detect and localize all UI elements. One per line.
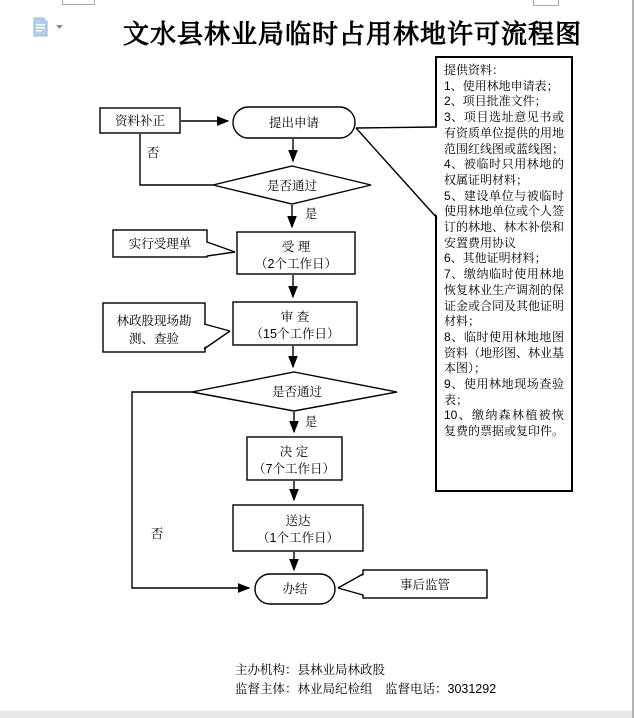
node-correction-label: 资料补正: [114, 114, 166, 128]
panel-item-6: 6、其他证明材料；: [444, 251, 547, 266]
page-title: 文水县林业局临时占用林地许可流程图: [122, 19, 582, 49]
panel-item-5: 5、建设单位与被临时使用林地单位或个人签订的林地、林木补偿和安置费用协议: [444, 188, 565, 250]
panel-item-7: 7、缴纳临时使用林地恢复林业生产调剂的保证金或合同及其他证明材料；: [444, 267, 565, 329]
callout-accept-note-label: 实行受理单: [128, 237, 192, 251]
node-review-label-2: （15个工作日）: [250, 327, 340, 341]
panel-heading: 提供资料：: [444, 63, 505, 77]
node-complete-label: 办结: [282, 582, 308, 596]
arrow-decision2-no-to-complete: [132, 392, 249, 588]
callout-supervision-label: 事后监管: [399, 578, 451, 592]
panel-item-10: 10、缴纳森林植被恢复费的票据或复印件。: [444, 408, 565, 439]
label-yes-1: 是: [304, 207, 318, 221]
node-decision1-label: 是否通过: [266, 179, 318, 193]
panel-item-2: 2、项目批准文件；: [444, 94, 547, 109]
node-review-label-1: 审 查: [280, 310, 310, 324]
panel-item-1: 1、使用林地申请表；: [444, 78, 559, 93]
label-no-2: 否: [150, 527, 164, 541]
node-accept-label-1: 受 理: [281, 240, 311, 254]
node-deliver-label-1: 送达: [285, 514, 311, 528]
panel-item-4: 4、被临时只用林地的权属证明材料；: [444, 157, 564, 187]
node-decision2-label: 是否通过: [271, 385, 323, 399]
label-no-1: 否: [146, 146, 160, 160]
node-deliver-label-2: （1个工作日）: [257, 531, 339, 545]
node-decide-label-1: 决 定: [279, 445, 309, 459]
panel-item-9: 9、使用林地现场查验表；: [444, 377, 564, 407]
footer: [235, 661, 496, 699]
label-yes-2: 是: [304, 415, 318, 429]
node-apply-label: 提出申请: [268, 116, 320, 130]
panel-item-3: 3、项目选址意见书或有资质单位提供的用地范围红线图或蓝线图；: [444, 110, 565, 156]
panel-pointer: [356, 126, 440, 219]
node-decide-label-2: （7个工作日）: [253, 462, 335, 476]
callout-survey-note-label-1: 林政股现场勘: [116, 314, 192, 328]
panel-pointer-top-edge: [356, 127, 437, 128]
footer-organizer: 主办机构：县林业局林政股: [235, 663, 386, 677]
callout-survey-note-label-2: 测、查验: [128, 332, 180, 346]
node-accept-label-2: （2个工作日）: [255, 257, 337, 271]
footer-supervisor: 监督主体：林业局纪检组 监督电话：3031292: [235, 682, 497, 696]
panel-item-8: 8、临时使用林地地图资料（地形图、林业基本图）；: [444, 329, 565, 376]
